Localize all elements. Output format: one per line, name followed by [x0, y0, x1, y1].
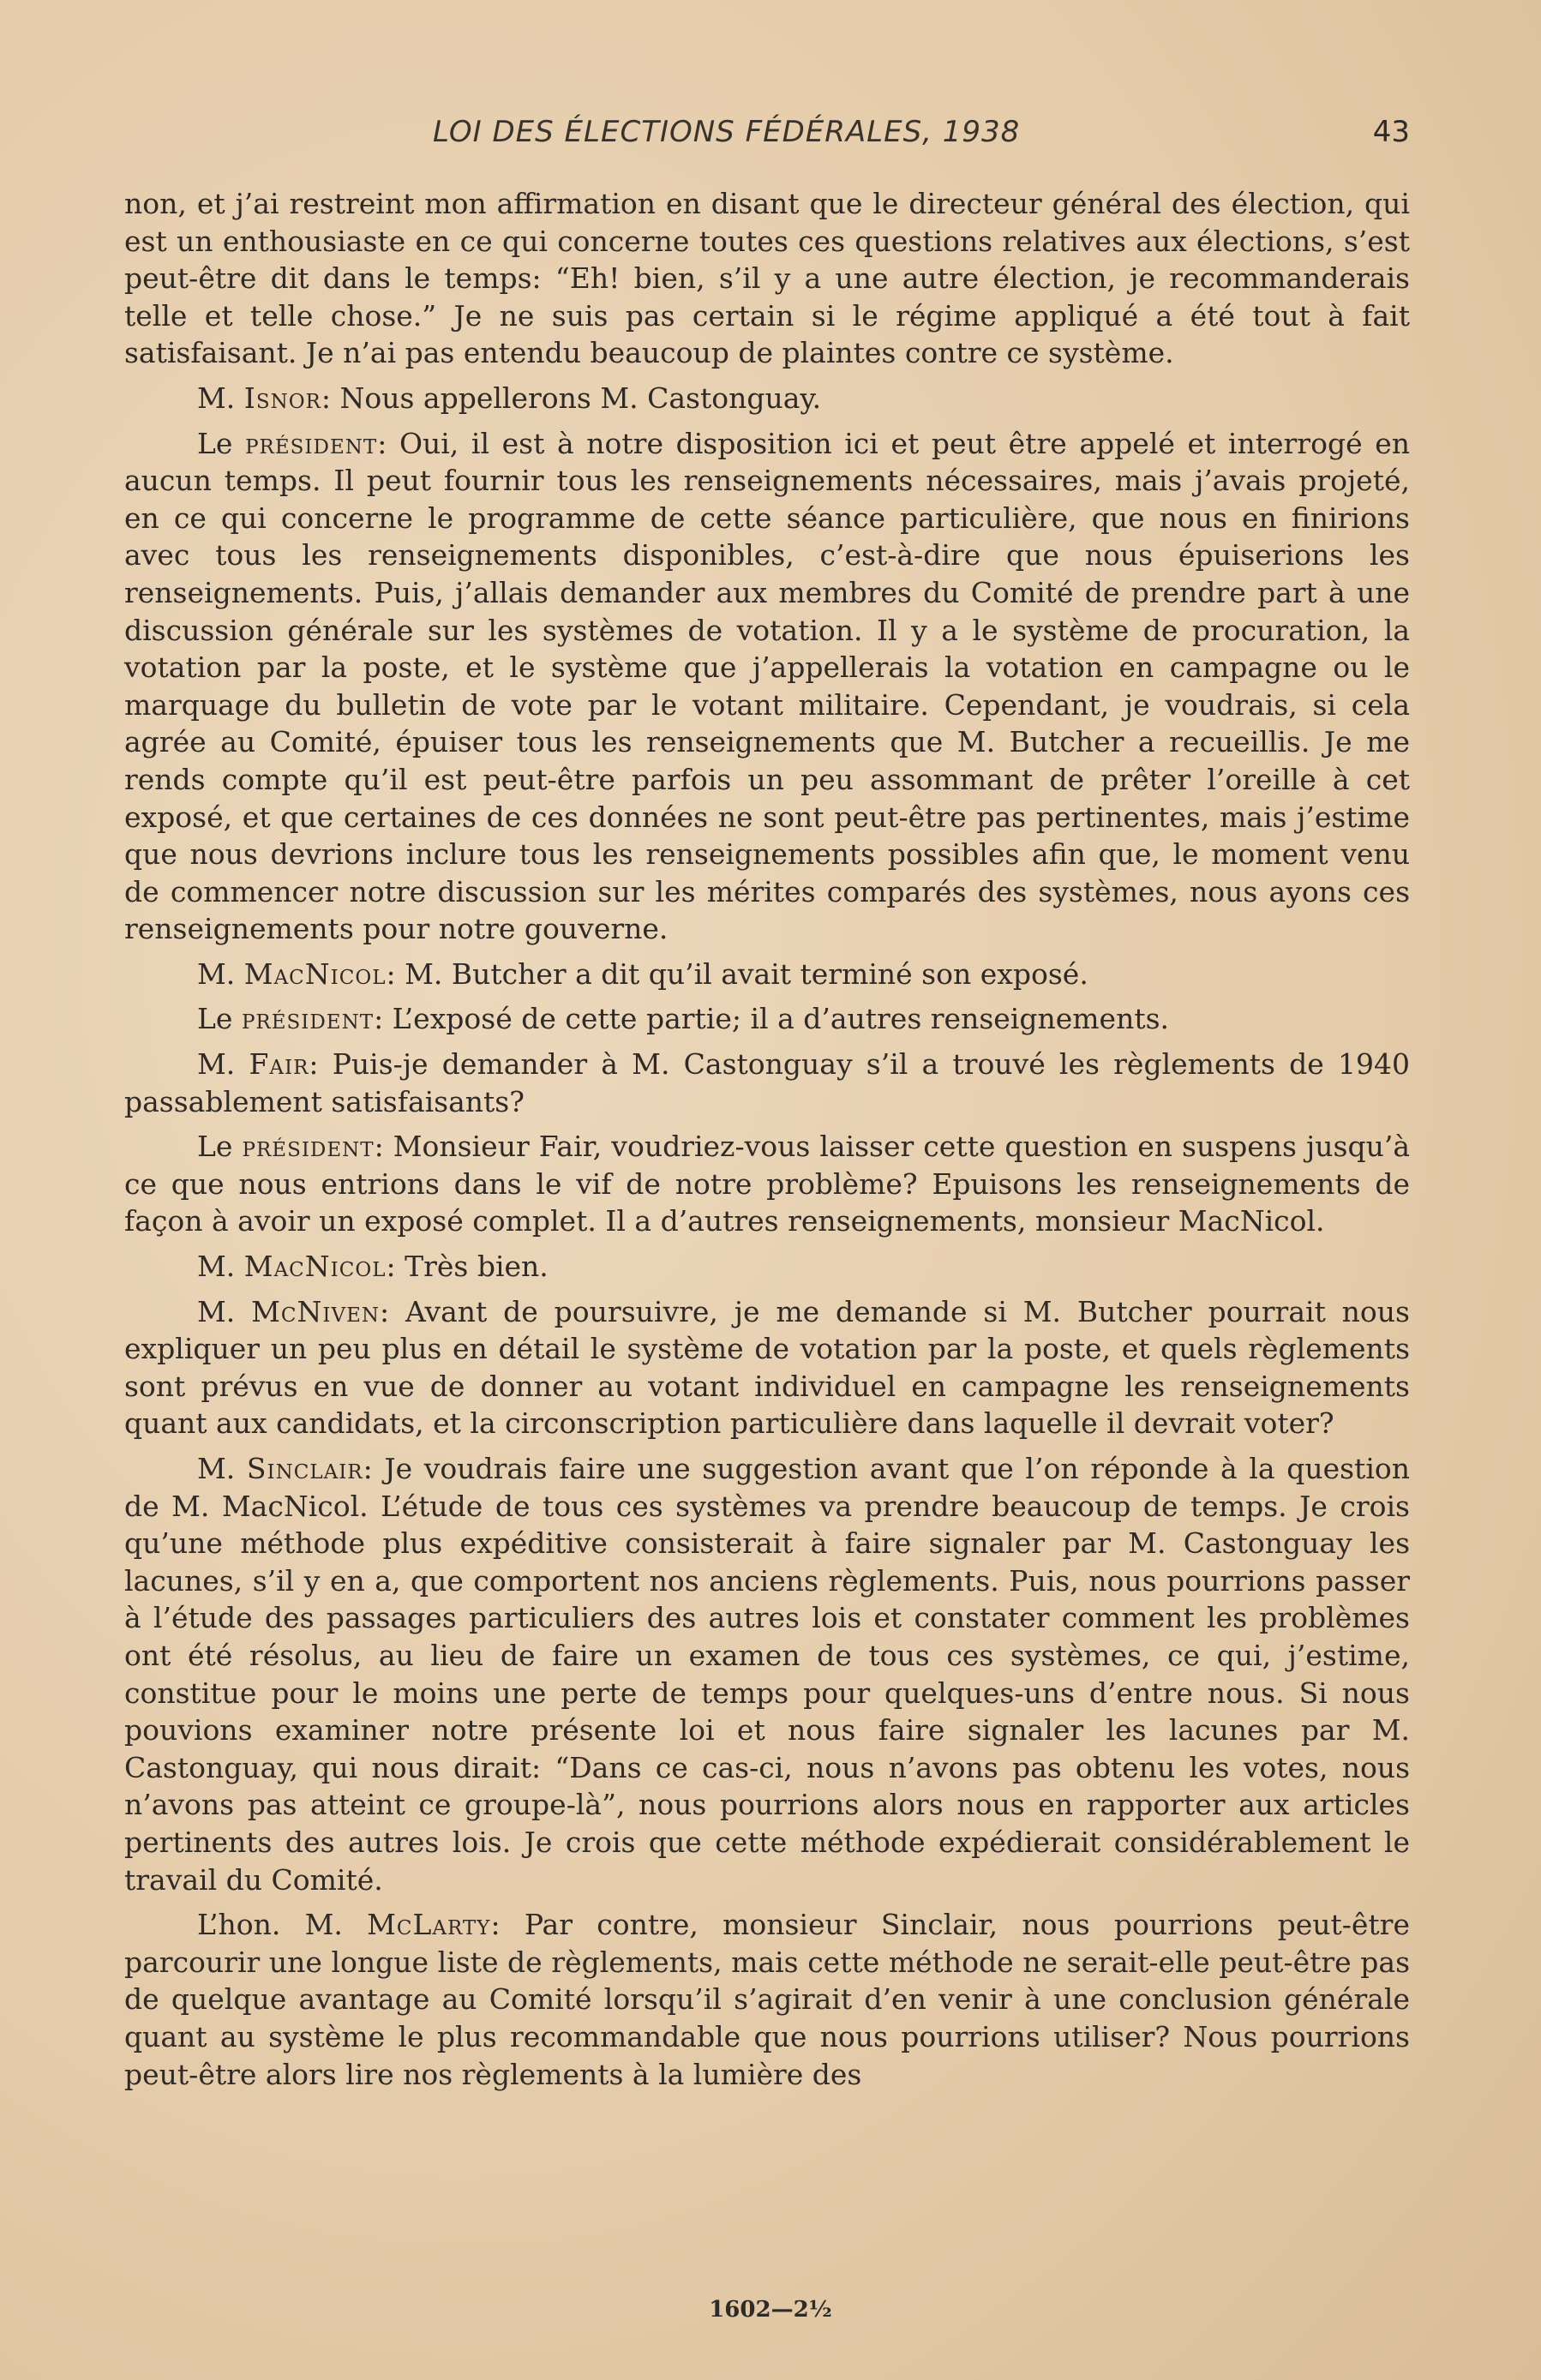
paragraph-text: : Avant de poursuivre, je me demande si M. Butcher pourrait nous expliquer un peu plus en détail le système de votation par la poste, et quels règlements sont prévus en vue de donner au votant individuel en campagne les renseignements quant aux candidats, et la circonscription particulière dans laquelle il devrait voter?: [124, 1294, 1410, 1441]
paragraph-text: : L’exposé de cette partie; il a d’autres renseignements.: [374, 1002, 1170, 1036]
speaker-prefix: M.: [197, 1250, 244, 1284]
paragraph: [124, 1128, 1410, 1240]
speaker-name: Sinclair: [246, 1452, 363, 1485]
paragraph: [124, 1000, 1410, 1038]
paragraph-text: : Puis-je demander à M. Castonguay s’il a trouvé les règlements de 1940 passablement satisfaisants?: [124, 1047, 1410, 1118]
paragraph: [124, 1248, 1410, 1286]
page-body: [124, 185, 1410, 2101]
speaker-prefix: M.: [197, 1294, 252, 1328]
speaker-name: Isnor: [243, 381, 321, 415]
page-number: 43: [1372, 115, 1410, 149]
page-header: [124, 111, 1410, 163]
paragraph: [124, 1906, 1410, 2093]
speaker-name: MacNicol: [243, 1250, 387, 1284]
speaker-name: président: [245, 426, 378, 460]
paragraph: [124, 1293, 1410, 1442]
paragraph: [124, 380, 1410, 417]
speaker-name: McNiven: [251, 1294, 381, 1328]
speaker-name: président: [241, 1002, 375, 1036]
speaker-prefix: L’hon. M.: [197, 1908, 368, 1942]
speaker-prefix: M.: [197, 381, 244, 415]
paragraph: [124, 1046, 1410, 1120]
speaker-name: Fair: [249, 1047, 309, 1082]
speaker-prefix: Le: [197, 1130, 243, 1164]
paragraph: [124, 425, 1410, 948]
speaker-prefix: Le: [197, 1002, 242, 1036]
speaker-prefix: Le: [197, 426, 246, 460]
speaker-name: McLarty: [367, 1908, 491, 1942]
paragraph-text: : Par contre, monsieur Sinclair, nous pourrions peut-être parcourir une longue liste de règlements, mais cette méthode ne serait-elle peut-être pas de quelque avantage au Comité lorsqu’il s’agirait d’en venir à une conclusion générale quant au système le plus recommandable que nous pourrions utiliser? Nous pourrions peut-être alors lire nos règlements à la lumière des: [124, 1908, 1410, 2091]
speaker-name: président: [242, 1130, 375, 1164]
running-title: LOI DES ÉLECTIONS FÉDÉRALES, 1938: [433, 115, 1021, 149]
paragraph-text: : Nous appellerons M. Castonguay.: [321, 381, 822, 415]
speaker-prefix: M.: [197, 1452, 247, 1485]
paragraph: [124, 185, 1410, 372]
paragraph-text: : Très bien.: [386, 1250, 549, 1284]
speaker-prefix: M.: [197, 1047, 249, 1082]
paragraph: [124, 956, 1410, 993]
speaker-name: MacNicol: [243, 956, 387, 991]
paragraph-text: non, et j’ai restreint mon affirmation en disant que le directeur général des élection, qui est un enthousiaste en ce qui concerne toutes ces questions relatives aux élections, s’est peut-être dit dans le temps: “Eh! bien, s’il y a une autre élection, je recommanderais telle et telle chose.” Je ne suis pas certain si le régime appliqué a été tout à fait satisfaisant. Je n’ai pas entendu beaucoup de plaintes contre ce système.: [124, 187, 1410, 370]
signature-mark: 1602—2½: [709, 2297, 832, 2323]
paragraph-text: : Oui, il est à notre disposition ici et peut être appelé et interrogé en aucun temps. Il peut fournir tous les renseignements nécessaires, mais j’avais projeté, en ce qui concerne le programme de cette séance particulière, que nous en finirions avec tous les renseignements disponibles, c’est-à-dire que nous épuiserions les renseignements. Puis, j’allais demander aux membres du Comité de prendre part à une discussion générale sur les systèmes de votation. Il y a le système de procuration, la votation par la poste, et le système que j’appellerais la votation en campagne ou le marquage du bulletin de vote par le votant militaire. Cependant, je voudrais, si cela agrée au Comité, épuiser tous les renseignements que M. Butcher a recueillis. Je me rends compte qu’il est peut-être parfois un peu assommant de prêter l’oreille à cet exposé, et que certaines de ces données ne sont peut-être pas pertinentes, mais j’estime que nous devrions inclure tous les renseignements possibles afin que, le moment venu de commencer notre discussion sur les mérites comparés des systèmes, nous ayons ces renseignements pour notre gouverne.: [124, 426, 1411, 946]
speaker-prefix: M.: [197, 956, 244, 991]
paragraph-text: : Je voudrais faire une suggestion avant que l’on réponde à la question de M. MacNicol. L’étude de tous ces systèmes va prendre beaucoup de temps. Je crois qu’une méthode plus expéditive consisterait à faire signaler par M. Castonguay les lacunes, s’il y en a, que comportent nos anciens règlements. Puis, nous pourrions passer à l’étude des passages particuliers des autres lois et constater comment les problèmes ont été résolus, au lieu de faire un examen de tous ces systèmes, ce qui, j’estime, constitue pour le moins une perte de temps pour quelques-uns d’entre nous. Si nous pouvions examiner notre présente loi et nous faire signaler les lacunes par M. Castonguay, qui nous dirait: “Dans ce cas-ci, nous n’avons pas obtenu les votes, nous n’avons pas atteint ce groupe-là”, nous pourrions alors nous en rapporter aux articles pertinents des autres lois. Je crois que cette méthode expédierait considérablement le travail du Comité.: [124, 1452, 1410, 1897]
paragraph: [124, 1450, 1410, 1898]
paragraph-text: : Monsieur Fair, voudriez-vous laisser cette question en suspens jusqu’à ce que nous entrions dans le vif de notre problème? Epuisons les renseignements de façon à avoir un exposé complet. Il a d’autres renseignements, monsieur MacNicol.: [124, 1130, 1410, 1238]
paragraph-text: : M. Butcher a dit qu’il avait terminé son exposé.: [386, 956, 1088, 991]
